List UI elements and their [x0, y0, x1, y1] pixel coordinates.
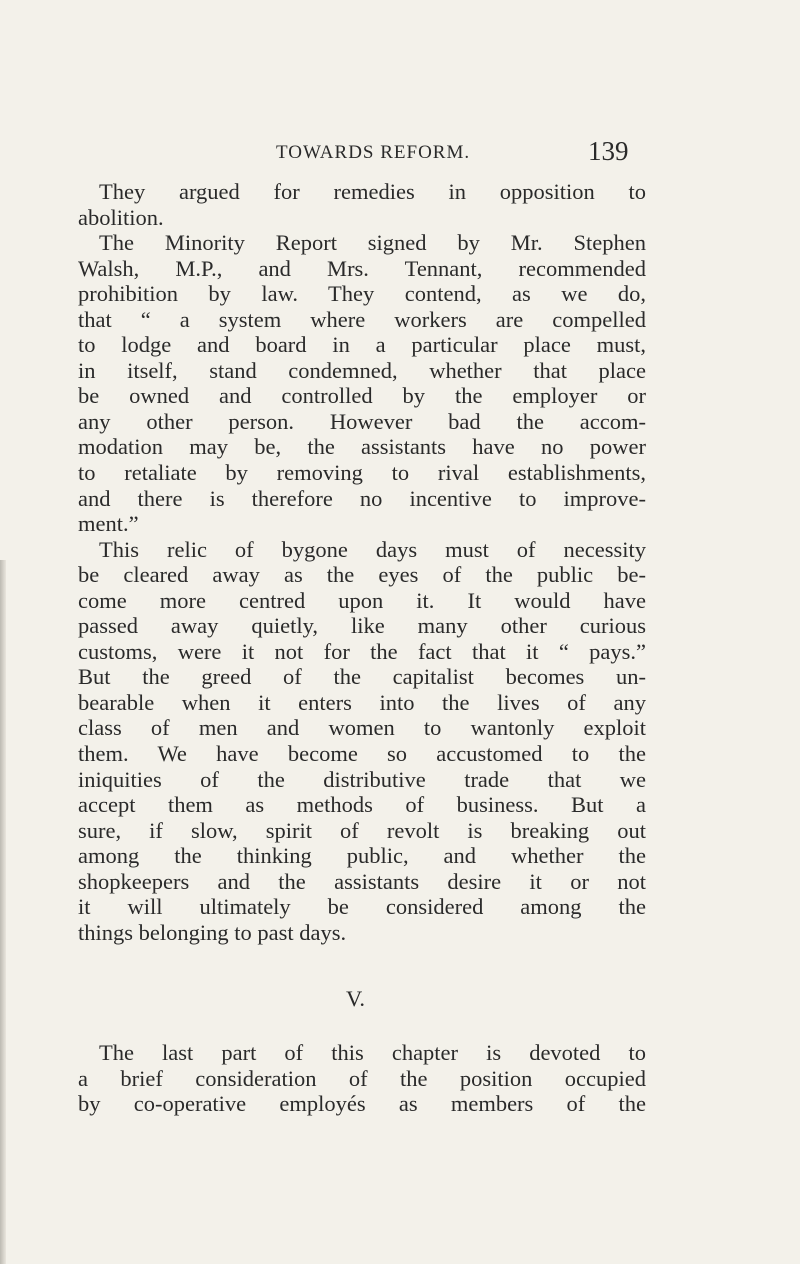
text-line: it will ultimately be considered among the: [78, 894, 646, 920]
text-line: bearable when it enters into the lives of any: [78, 689, 646, 715]
text-line: passed away quietly, like many other curious: [78, 613, 646, 639]
text-line: be cleared away as the eyes of the public be-: [78, 562, 646, 588]
paragraph: [78, 537, 646, 946]
paragraph: [78, 179, 646, 230]
text-line: in itself, stand condemned, whether that place: [78, 357, 646, 383]
text-line: ment.”: [78, 511, 139, 537]
text-line: This relic of bygone days must of necessity: [99, 536, 646, 562]
body-text-bottom: [78, 1040, 646, 1117]
text-line: by co-operative employés as members of the: [78, 1091, 646, 1117]
text-line: But the greed of the capitalist becomes un-: [78, 664, 646, 690]
text-line: come more centred upon it. It would have: [78, 587, 646, 613]
page-number: 139: [588, 136, 629, 166]
text-line: be owned and controlled by the employer or: [78, 383, 646, 409]
text-line: accept them as methods of business. But a: [78, 792, 646, 818]
text-line: class of men and women to wantonly exploit: [78, 715, 646, 741]
text-line: sure, if slow, spirit of revolt is breaking out: [78, 817, 646, 843]
text-line: iniquities of the distributive trade that we: [78, 766, 646, 792]
text-line: abolition.: [78, 204, 164, 230]
running-title: TOWARDS REFORM.: [276, 142, 471, 163]
text-line: to retaliate by removing to rival establishments,: [78, 460, 646, 486]
paragraph: [78, 1040, 646, 1117]
text-line: to lodge and board in a particular place must,: [78, 332, 646, 358]
text-line: Walsh, M.P., and Mrs. Tennant, recommended: [78, 255, 646, 281]
text-line: The Minority Report signed by Mr. Stephen: [99, 230, 646, 256]
text-line: that “ a system where workers are compelled: [78, 306, 646, 332]
page-binding-edge: [0, 560, 6, 1264]
text-line: The last part of this chapter is devoted to: [99, 1040, 646, 1065]
text-line: and there is therefore no incentive to improve-: [78, 485, 646, 511]
body-text-top: [78, 179, 646, 945]
text-line: shopkeepers and the assistants desire it or not: [78, 868, 646, 894]
paragraph: [78, 230, 646, 537]
text-line: among the thinking public, and whether the: [78, 843, 646, 869]
section-number: V.: [346, 986, 365, 1011]
text-line: prohibition by law. They contend, as we do,: [78, 281, 646, 307]
text-line: any other person. However bad the accom-: [78, 408, 646, 434]
text-line: them. We have become so accustomed to the: [78, 741, 646, 767]
text-line: modation may be, the assistants have no power: [78, 434, 646, 460]
text-line: a brief consideration of the position occupied: [78, 1065, 646, 1091]
page-header: [0, 136, 800, 176]
text-line: They argued for remedies in opposition to: [99, 179, 646, 204]
text-line: customs, were it not for the fact that it “ pays.”: [78, 638, 646, 664]
text-line: things belonging to past days.: [78, 919, 347, 945]
